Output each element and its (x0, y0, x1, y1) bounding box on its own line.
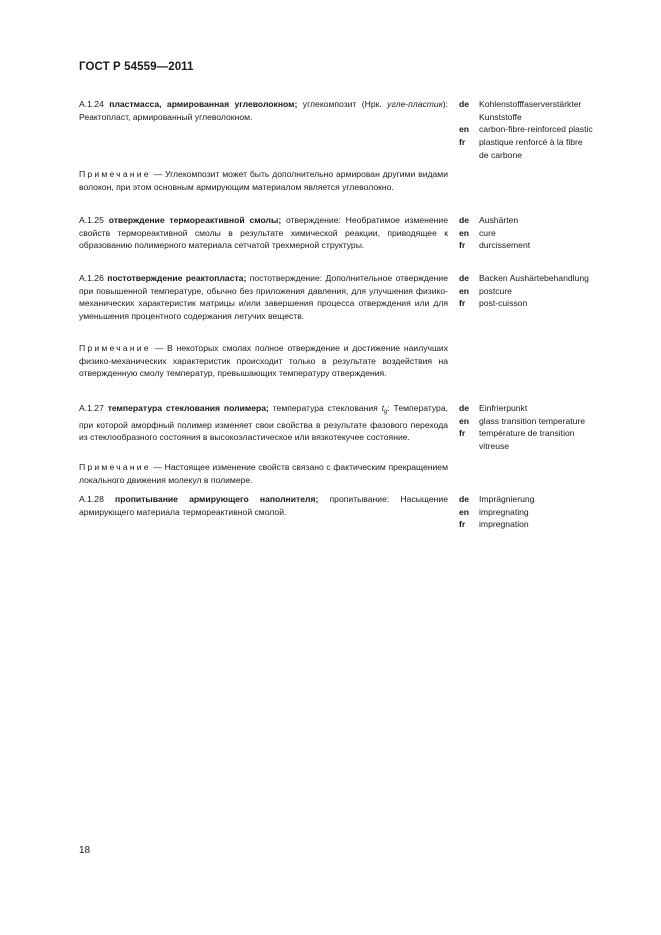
symbol-subscript: g (384, 409, 388, 415)
foreign-terms (459, 272, 655, 310)
term-name: отверждение термореактивной смолы; (108, 215, 282, 225)
page-number: 18 (79, 845, 91, 856)
lang-code-fr: fr (459, 519, 466, 530)
term-number: А.1.25 (79, 215, 104, 225)
term-de: Einfrierpunkt (479, 403, 528, 413)
lang-code-en: en (459, 285, 470, 296)
lang-code-en: en (459, 506, 470, 517)
definition-text: ): Реактопласт, армированный углеволокном. (79, 99, 448, 122)
definition-text: углекомпозит (Нрк. (297, 99, 388, 109)
foreign-terms (459, 214, 655, 252)
term-name: пластмасса, армированная углеволокном; (109, 99, 298, 109)
term-fr: température de transition (479, 428, 575, 439)
term-fr-continued: vitreuse (479, 441, 510, 452)
term-en: impregnating (479, 506, 529, 517)
lang-code-en: en (459, 415, 470, 426)
note (79, 342, 448, 380)
term-en: cure (479, 227, 496, 238)
term-fr: post-cuisson (479, 298, 528, 309)
lang-code-fr: fr (459, 428, 466, 439)
symbol: t (381, 403, 384, 413)
definition-text: отверждение: Необратимое изменение свойств термореактивной смолы в результате химической реакции, приводящее к образованию полимерного материала сетчатой трехмерной структуры. (79, 215, 448, 251)
term-en: carbon-fibre-reinforced plastic (479, 124, 593, 135)
term-number: А.1.27 (79, 403, 104, 413)
term-number: А.1.26 (79, 273, 104, 283)
term-name: постотверждение реактопласта; (107, 273, 247, 283)
definition-text: : Температура, при которой аморфный полимер изменяет свои свойства в результате фазового перехода из стеклообразного состояния в высокоэластическое или вязкотекучее состояние. (79, 403, 448, 443)
term-de: Aushärten (479, 215, 519, 225)
term-de: Backen Aushärtebehandlung (479, 273, 589, 283)
term-number: А.1.24 (79, 99, 104, 109)
term-fr: durcissement (479, 240, 531, 251)
term-definition (79, 272, 448, 323)
lang-code-de: de (459, 99, 470, 109)
lang-code-de: de (459, 273, 470, 283)
lang-code-fr: fr (459, 298, 466, 309)
term-definition (79, 98, 448, 123)
lang-code-de: de (459, 403, 470, 413)
term-de-continued: Kunststoffe (479, 111, 522, 122)
term-definition (79, 493, 448, 518)
note-label: Примечание (79, 462, 151, 472)
lang-code-de: de (459, 215, 470, 225)
note (79, 168, 448, 193)
foreign-terms (459, 493, 655, 531)
lang-code-de: de (459, 494, 470, 504)
term-name: температура стеклования полимера; (107, 403, 269, 413)
term-de: Kohlenstofffaserverstärkter (479, 99, 582, 109)
term-definition (79, 214, 448, 252)
definition-italic: угле-пластик (387, 99, 443, 109)
note-label: Примечание (79, 343, 151, 353)
definition-text: температура стеклования (268, 403, 382, 413)
lang-code-en: en (459, 227, 470, 238)
definition-text: постотверждение: Дополнительное отверждение при повышенной температуре, обычно без приложения давления, для улучшения физико-механических характеристик матрицы и/или завершения процесса отверждения или для уменьшения процентного содержания летучих веществ. (79, 273, 448, 322)
note-text: — В некоторых смолах полное отверждение и достижение наилучших физико-механических характеристик происходит только в результате воздействия на отвержденную смолу температур, превышающих температуру отверждения. (79, 343, 448, 379)
note (79, 461, 448, 486)
note-label: Примечание (79, 169, 151, 179)
document-header: ГОСТ Р 54559—2011 (79, 61, 194, 73)
lang-code-en: en (459, 124, 470, 135)
foreign-terms (459, 98, 655, 162)
term-number: А.1.28 (79, 494, 104, 504)
foreign-terms (459, 402, 655, 453)
term-en: glass transition temperature (479, 415, 586, 426)
lang-code-fr: fr (459, 137, 466, 148)
note-text: — Настоящее изменение свойств связано с фактическим прекращением локального движения молекул в полимере. (79, 462, 448, 485)
term-definition (79, 402, 448, 444)
term-name: пропитывание армирующего наполнителя; (115, 494, 319, 504)
term-en: postcure (479, 285, 512, 296)
lang-code-fr: fr (459, 240, 466, 251)
term-fr: impregnation (479, 519, 529, 530)
term-fr-continued: de carbone (479, 149, 523, 160)
term-de: Imprägnierung (479, 494, 535, 504)
note-text: — Углекомпозит может быть дополнительно армирован другими видами волокон, при этом основным армирующим материалом является углеволокно. (79, 169, 448, 192)
term-fr: plastique renforcé à la fibre (479, 137, 583, 148)
definition-text: пропитывание: Насыщение армирующего материала термореактивной смолой. (79, 494, 448, 517)
